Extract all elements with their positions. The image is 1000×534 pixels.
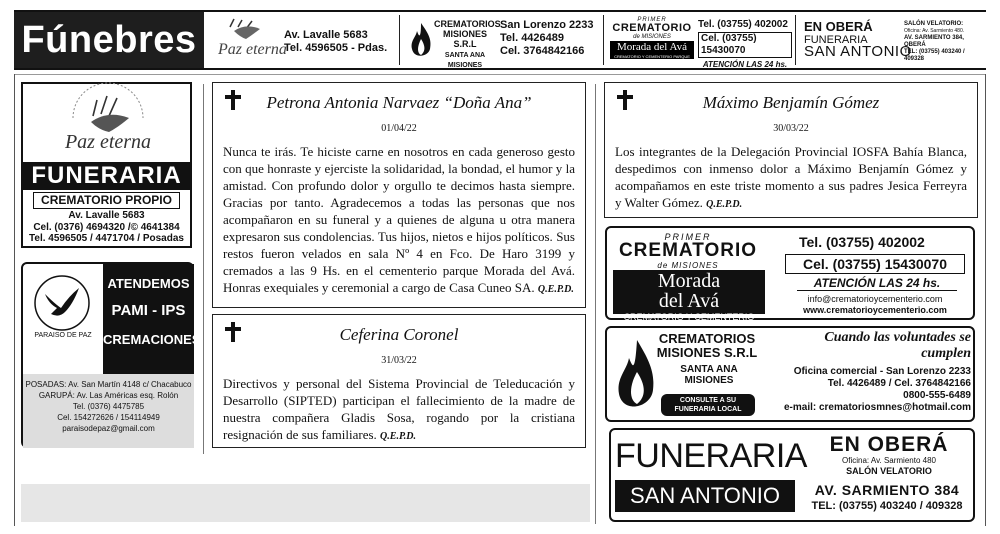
paz-eterna-wordmark: Paz eterna — [64, 131, 152, 153]
frame-top-rule — [14, 74, 986, 75]
morada-email[interactable]: info@crematorioycementerio.com — [807, 294, 943, 304]
morada-name-box: Morada del Avá CREMATORIO Y CEMENTERIO PARQUE — [613, 270, 765, 314]
crematorio-propio: CREMATORIO PROPIO — [33, 192, 180, 209]
crematorios-contact: Oficina comercial - San Lorenzo 2233 Tel. 4426489 / Cel. 3764842166 0800-555-6489 e-mail: crematoriosmnes@hotmail.com — [783, 366, 971, 413]
obituary-notice — [212, 82, 586, 308]
crematorios-contact: San Lorenzo 2233 Tel. 4426489 Cel. 3764842166 — [500, 19, 594, 57]
crematorios-name: CREMATORIOS MISIONES S.R.L — [656, 331, 758, 360]
ad-morada-del-ava[interactable] — [605, 226, 975, 332]
obituary-notice — [604, 82, 978, 218]
morada-sub: de MISIONES — [657, 261, 719, 270]
paz-eterna-wordmark: Paz eterna — [218, 41, 287, 58]
ad-paz-eterna[interactable] — [21, 82, 192, 248]
san-antonio-city: EN OBERÁ — [829, 433, 949, 456]
dove-icon — [31, 274, 93, 332]
section-title: Fúnebres — [14, 12, 204, 68]
san-antonio-tel: TEL: (03755) 403240 / 409328 — [811, 500, 963, 512]
obituary-notice — [212, 314, 586, 448]
flame-icon — [613, 338, 657, 418]
notice-date: 30/03/22 — [773, 123, 809, 134]
flame-icon — [408, 21, 434, 61]
paraiso-logo: PARAISO DE PAZ — [23, 264, 103, 372]
paz-eterna-contact: Av. Lavalle 5683 Tel. 4596505 - Pdas. — [284, 29, 388, 54]
notice-body: Los integrantes de la Delegación Provincial IOSFA Bahía Blanca, despedimos con inmenso dolor a Máximo Benjamín Gómez y acompañamos en este triste momento a sus padres Jesica Ferreyra y Walter Gómez. Q.E.P.D. — [615, 144, 967, 210]
header-ad-crematorios[interactable] — [404, 15, 604, 69]
morada-tel: Tel. (03755) 402002 — [799, 234, 925, 250]
notice-name: Ceferina Coronel — [339, 325, 459, 344]
gray-band — [21, 484, 590, 522]
ad-san-antonio[interactable] — [609, 428, 975, 522]
header-ad-paz-eterna[interactable] — [212, 15, 400, 65]
san-antonio-salon: SALÓN VELATORIO — [846, 466, 932, 476]
notice-date: 01/04/22 — [381, 123, 417, 134]
paz-eterna-contact: Av. Lavalle 5683 Cel. (0376) 4694320 /© 4641384 Tel. 4596505 / 4471704 / Posadas — [29, 210, 184, 244]
header-band — [14, 10, 986, 70]
header-ad-morada[interactable] — [608, 15, 796, 69]
paraiso-contact: POSADAS: Av. San Martín 4148 c/ Chacabuco GARUPÁ: Av. Las Américas esq. Rolón Tel. (0376) 4475785 Cel. 154272626 / 154114949 paraisodepaz@gmail.com — [23, 374, 194, 448]
san-antonio-contact: SALÓN VELATORIO: Oficina: Av. Sarmiento 480. AV. SARMIENTO 384, OBERÁ TEL: (03755) 403240 / 409328 — [904, 21, 965, 62]
san-antonio-title: FUNERARIA — [615, 437, 807, 475]
funeraria-title: FUNERARIA — [23, 162, 190, 190]
paraiso-services: ATENDEMOS PAMI - IPS CREMACIONES — [103, 264, 194, 374]
notice-body: Directivos y personal del Sistema Provincial de Teleducación y Desarrollo (SIPTED) participan el fallecimiento de la madre de nuestra compañera Gladis Sosa, rogando por la cristiana resignación de sus familiares. Q.E.P.D. — [223, 376, 575, 442]
morada-logo: PRIMER CREMATORIO de MISIONES Morada del Avá CREMATORIO Y CEMENTERIO PARQUE — [610, 17, 694, 59]
san-antonio-address: AV. SARMIENTO 384 — [814, 482, 960, 498]
san-antonio-office: Oficina: Av. Sarmiento 480 — [842, 456, 936, 465]
morada-contact: Tel. (03755) 402002 Cel. (03755) 15430070 ATENCIÓN LAS 24 hs. — [698, 19, 792, 71]
morada-primer: PRIMER — [664, 232, 712, 242]
ad-crematorios-misiones[interactable] — [605, 326, 975, 422]
notice-name: Petrona Antonia Narvaez “Doña Ana” — [266, 93, 532, 112]
crematorios-branch: SANTA ANA MISIONES — [680, 364, 738, 386]
morada-crematorio: CREMATORIO — [618, 240, 758, 261]
notice-name: Máximo Benjamín Gómez — [702, 93, 880, 112]
morada-attention: ATENCIÓN LAS 24 hs. — [797, 276, 957, 291]
notice-body: Nunca te irás. Te hiciste carne en nosotros en cada generoso gesto con que honraste y ejerciste la solidaridad, la bondad, el humor y la amistad. Con profundo dolor y orgullo te decimos hasta siempre. Gracias por tanto. Agradecemos a todas las personas que nos acompañaron en su funeral y a quienes de alguna u otra manera expresaron sus condolencias. Tus hijos, nietos e hijos políticos. Sus restos fueron velados en sala Nº 4 en Fco. De Haro 3199 y cremados a las 9 Hs. en el cementerio parque Morada del Avá. Honras exequiales y ceremonial a cargo de Casa Cuneo SA. Q.E.P.D. — [223, 144, 575, 295]
column-divider — [595, 84, 596, 524]
header-ad-san-antonio[interactable] — [800, 15, 986, 65]
crematorios-name: CREMATORIOS MISIONES S.R.L SANTA ANA MISIONES — [434, 19, 501, 69]
ad-paraiso-de-paz[interactable] — [21, 262, 201, 448]
notice-date: 31/03/22 — [381, 355, 417, 366]
frame-left-rule — [14, 74, 15, 526]
morada-web[interactable]: www.crematorioycementerio.com — [803, 305, 947, 315]
morada-cel: Cel. (03755) 15430070 — [785, 254, 965, 274]
frame-right-rule — [985, 74, 986, 526]
consult-badge: CONSULTE A SU FUNERARIA LOCAL — [661, 394, 755, 416]
san-antonio-name: EN OBERÁ FUNERARIA SAN ANTONIO — [804, 19, 912, 60]
crematorios-slogan: Cuando las voluntades se cumplen — [824, 330, 971, 361]
san-antonio-name: SAN ANTONIO — [615, 480, 795, 512]
column-divider — [203, 84, 204, 454]
